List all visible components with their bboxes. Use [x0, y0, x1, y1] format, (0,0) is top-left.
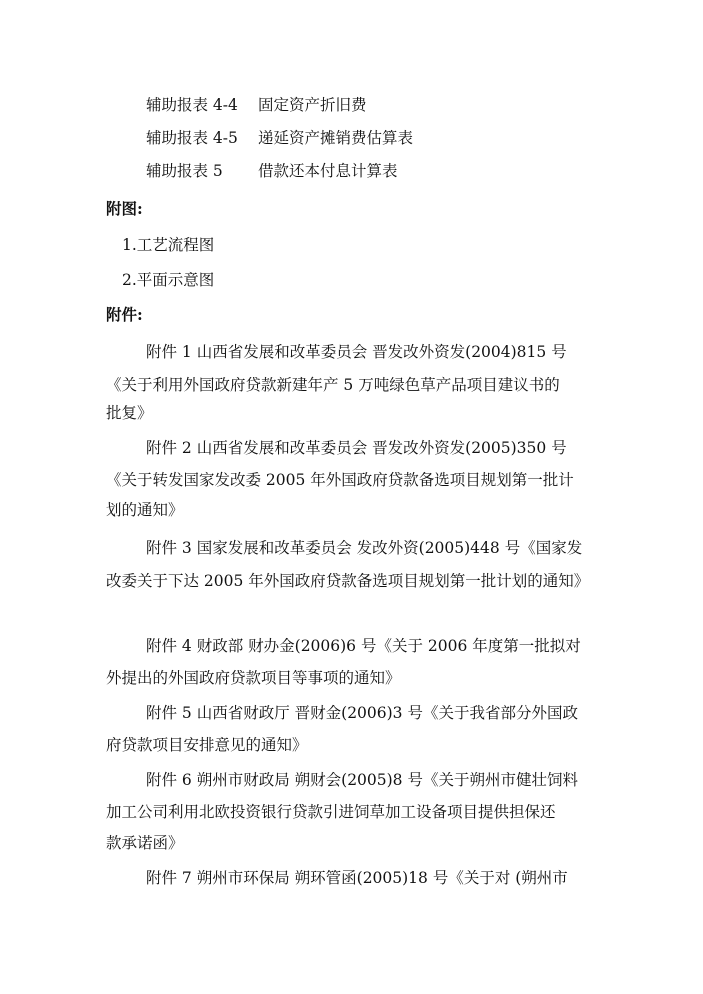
attachment-2-line-2: 《关于转发国家发改委 2005 年外国政府贷款备选项目规划第一批计: [106, 471, 574, 489]
schedule-row: [146, 95, 367, 115]
attachment-2-line-3: 划的通知》: [106, 501, 184, 519]
attachment-3-line-1: 附件 3 国家发展和改革委员会 发改外资(2005)448 号《国家发: [146, 539, 583, 557]
schedule-label: 辅助报表 5: [146, 162, 223, 180]
attachment-5-line-2: 府贷款项目安排意见的通知》: [106, 736, 308, 754]
attachment-5-line-1: 附件 5 山西省财政厅 晋财金(2006)3 号《关于我省部分外国政: [146, 704, 578, 722]
schedule-row: [146, 128, 413, 148]
attachment-3-line-2: 改委关于下达 2005 年外国政府贷款备选项目规划第一批计划的通知》: [106, 572, 590, 590]
attachment-1-line-2: 《关于利用外国政府贷款新建年产 5 万吨绿色草产品项目建议书的: [106, 376, 560, 394]
attachment-6-line-3: 款承诺函》: [106, 834, 184, 852]
attachment-2-line-1: 附件 2 山西省发展和改革委员会 晋发改外资发(2005)350 号: [146, 439, 567, 457]
figure-item: 2.平面示意图: [122, 271, 215, 289]
attachment-6-line-2: 加工公司利用北欧投资银行贷款引进饲草加工设备项目提供担保还: [106, 803, 556, 821]
schedule-label: 辅助报表 4-4: [146, 96, 238, 114]
figures-heading: 附图:: [106, 199, 143, 218]
attachment-6-line-1: 附件 6 朔州市财政局 朔财会(2005)8 号《关于朔州市健壮饲料: [146, 771, 578, 789]
schedule-title: 借款还本付息计算表: [258, 162, 398, 180]
attachment-4-line-2: 外提出的外国政府贷款项目等事项的通知》: [106, 669, 401, 687]
schedule-row: [146, 161, 398, 181]
figure-item: 1.工艺流程图: [122, 236, 215, 254]
schedule-title: 固定资产折旧费: [258, 96, 367, 114]
attachment-4-line-1: 附件 4 财政部 财办金(2006)6 号《关于 2006 年度第一批拟对: [146, 637, 581, 655]
attachments-heading: 附件:: [106, 305, 143, 324]
schedule-label: 辅助报表 4-5: [146, 129, 238, 147]
attachment-7-line-1: 附件 7 朔州市环保局 朔环管函(2005)18 号《关于对 (朔州市: [146, 869, 568, 887]
attachment-1-line-1: 附件 1 山西省发展和改革委员会 晋发改外资发(2004)815 号: [146, 343, 567, 361]
attachment-1-line-3: 批复》: [106, 404, 153, 422]
schedule-title: 递延资产摊销费估算表: [258, 129, 414, 147]
